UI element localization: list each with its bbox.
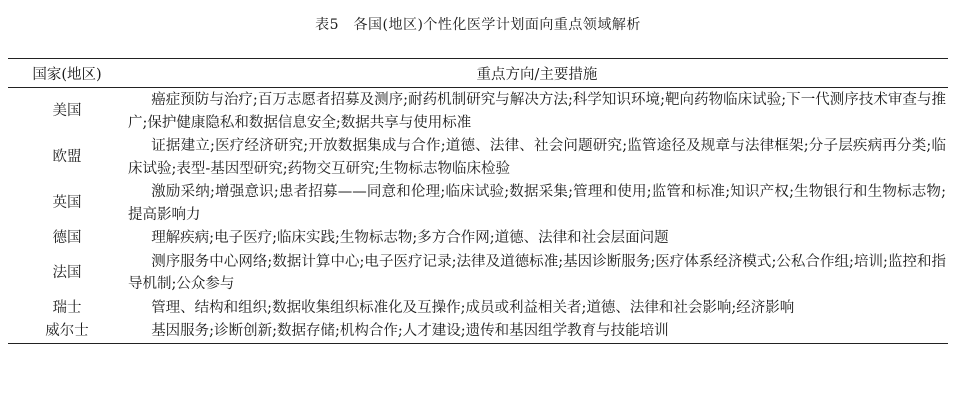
row-country: 威尔士: [45, 323, 89, 339]
row-measures: 癌症预防与治疗;百万志愿者招募及测序;耐药机制研究与解决方法;科学知识环境;靶向药物临床试验;下一代测序技术审查与推广;保护健康隐私和数据信息安全;数据共享与使用标准: [128, 92, 946, 131]
row-country: 欧盟: [52, 149, 82, 166]
table-row: [8, 180, 948, 226]
table-row: [8, 250, 948, 296]
priority-areas-table: [8, 58, 948, 344]
header-country: 国家(地区): [32, 67, 102, 83]
row-measures: 证据建立;医疗经济研究;开放数据集成与合作;道德、法律、社会问题研究;监管途径及规章与法律框架;分子层疾病再分类;临床试验;表型-基因型研究;药物交互研究;生物标志物临床检验: [128, 138, 946, 177]
table-row: [8, 134, 948, 180]
row-measures: 测序服务中心网络;数据计算中心;电子医疗记录;法律及道德标准;基因诊断服务;医疗体系经济模式;公私合作组;培训;监控和指导机制;公众参与: [128, 253, 946, 292]
row-country: 英国: [52, 195, 82, 212]
row-country: 美国: [52, 103, 82, 120]
header-measures: 重点方向/主要措施: [476, 67, 598, 83]
row-measures: 基因服务;诊断创新;数据存储;机构合作;人才建设;遗传和基因组学教育与技能培训: [151, 323, 669, 339]
row-measures: 激励采纳;增强意识;患者招募——同意和伦理;临床试验;数据采集;管理和使用;监管和标准;知识产权;生物银行和生物标志物;提高影响力: [128, 184, 946, 223]
table-row: [8, 88, 948, 135]
table-caption: 表5 各国(地区)个性化医学计划面向重点领域解析: [315, 17, 641, 33]
table-row: [8, 226, 948, 250]
row-measures: 理解疾病;电子医疗;临床实践;生物标志物;多方合作网;道德、法律和社会层面问题: [151, 230, 669, 246]
table-row: [8, 296, 948, 320]
table-row: [8, 319, 948, 343]
row-country: 瑞士: [52, 299, 82, 316]
row-measures: 管理、结构和组织;数据收集组织标准化及互操作;成员或利益相关者;道德、法律和社会影响;经济影响: [151, 299, 795, 316]
table-header-row: [8, 59, 948, 88]
row-country: 德国: [52, 230, 82, 246]
row-country: 法国: [52, 264, 82, 281]
